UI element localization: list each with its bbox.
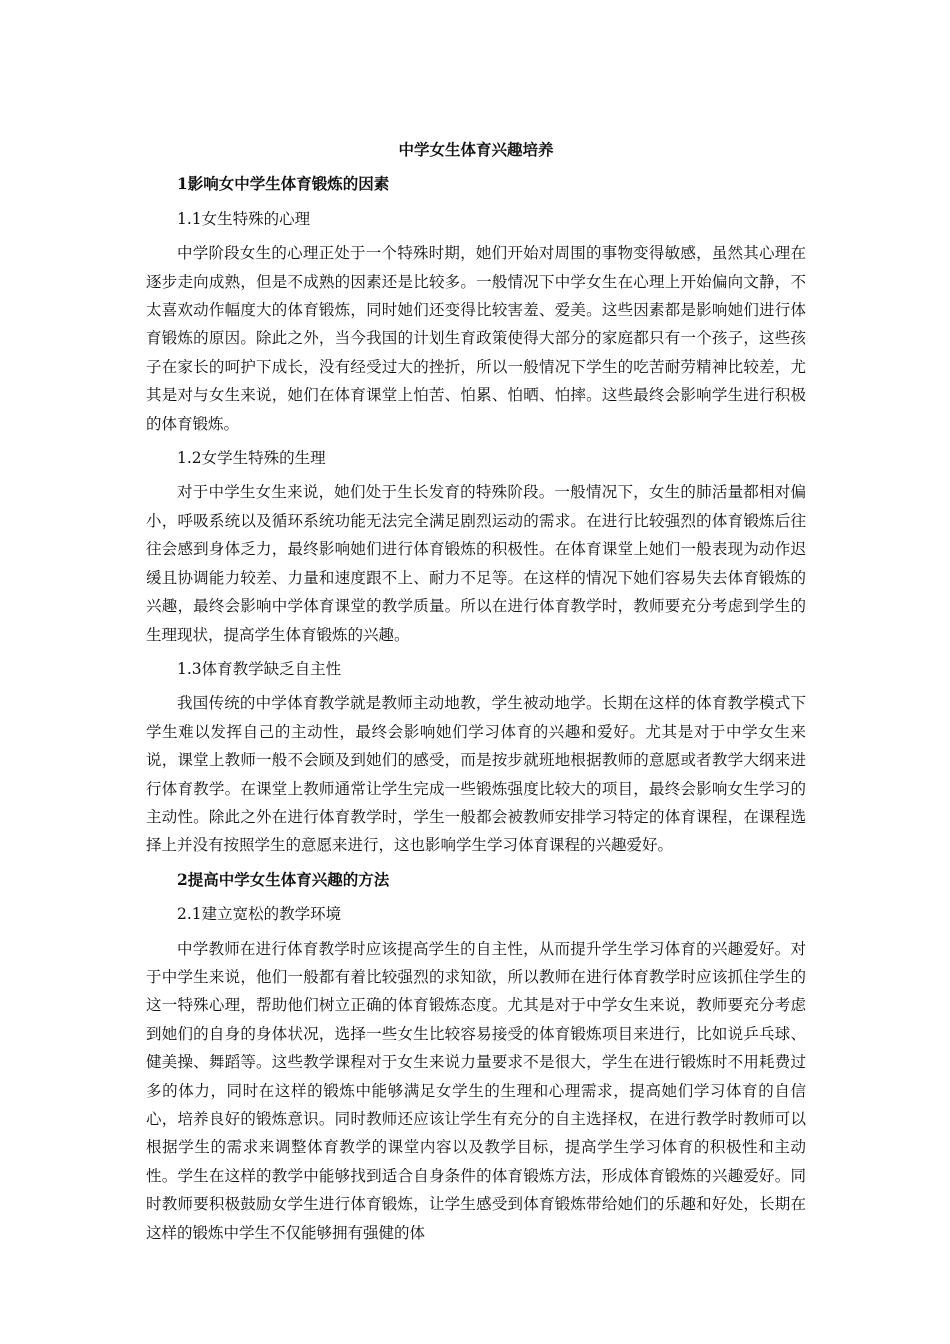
section-2-heading: 2提高中学女生体育兴趣的方法 bbox=[177, 869, 390, 889]
document-title: 中学女生体育兴趣培养 bbox=[398, 140, 554, 159]
section-1-1-heading: 1.1女生特殊的心理 bbox=[177, 209, 311, 228]
section-1-2-paragraph: 对于中学生女生来说，她们处于生长发育的特殊阶段。一般情况下，女生的肺活量都相对偏小，呼吸系统以及循环系统功能无法完全满足剧烈运动的需求。在进行比较强烈的体育锻炼后往往会感到身体乏力，最终影响她们进行体育锻炼的积极性。在体育课堂上她们一般表现为动作迟缓且协调能力较差、力量和速度跟不上、耐力不足等。在这样的情况下她们容易失去体育锻炼的兴趣，最终会影响中学体育课堂的教学质量。所以在进行体育教学时，教师要充分考虑到学生的生理现状，提高学生体育锻炼的兴趣。 bbox=[146, 483, 806, 644]
section-1-3-heading: 1.3体育教学缺乏自主性 bbox=[177, 659, 342, 678]
section-2-1-heading: 2.1建立宽松的教学环境 bbox=[177, 905, 342, 924]
section-1-2-heading: 1.2女学生特殊的生理 bbox=[177, 449, 326, 468]
section-1-heading: 1影响女中学生体育锻炼的因素 bbox=[177, 174, 390, 194]
document-page bbox=[146, 124, 806, 1253]
section-1-3-paragraph: 我国传统的中学体育教学就是教师主动地教，学生被动地学。长期在这样的体育教学模式下学生难以发挥自己的主动性，最终会影响她们学习体育的兴趣和爱好。尤其是对于中学女生来说，课堂上教师一般不会顾及到她们的感受，而是按步就班地根据教师的意愿或者教学大纲来进行体育教学。在课堂上教师通常让学生完成一些锻炼强度比较大的项目，最终会影响女生学习的主动性。除此之外在进行体育教学时，学生一般都会被教师安排学习特定的体育课程，在课程选择上并没有按照学生的意愿来进行，这也影响学生学习体育课程的兴趣爱好。 bbox=[146, 694, 806, 855]
section-1-1-paragraph: 中学阶段女生的心理正处于一个特殊时期，她们开始对周围的事物变得敏感，虽然其心理在逐步走向成熟，但是不成熟的因素还是比较多。一般情况下中学女生在心理上开始偏向文静，不太喜欢动作幅度大的体育锻炼，同时她们还变得比较害羞、爱美。这些因素都是影响她们进行体育锻炼的原因。除此之外，当今我国的计划生育政策使得大部分的家庭都只有一个孩子，这些孩子在家长的呵护下成长，没有经受过大的挫折，所以一般情况下学生的吃苦耐劳精神比较差，尤其是对与女生来说，她们在体育课堂上怕苦、怕累、怕晒、怕摔。这些最终会影响学生进行积极的体育锻炼。 bbox=[146, 244, 806, 433]
section-2-1-paragraph: 中学教师在进行体育教学时应该提高学生的自主性，从而提升学生学习体育的兴趣爱好。对于中学生来说，他们一般都有着比较强烈的求知欲，所以教师在进行体育教学时应该抓住学生的这一特殊心理，帮助他们树立正确的体育锻炼态度。尤其是对于中学女生来说，教师要充分考虑到她们的自身的身体状况，选择一些女生比较容易接受的体育锻炼项目来进行，比如说乒乓球、健美操、舞蹈等。这些教学课程对于女生来说力量要求不是很大，学生在进行锻炼时不用耗费过多的体力，同时在这样的锻炼中能够满足女学生的生理和心理需求，提高她们学习体育的自信心，培养良好的锻炼意识。同时教师还应该让学生有充分的自主选择权，在进行教学时教师可以根据学生的需求来调整体育教学的课堂内容以及教学目标，提高学生学习体育的积极性和主动性。学生在这样的教学中能够找到适合自身条件的体育锻炼方法，形成体育锻炼的兴趣爱好。同时教师要积极鼓励女学生进行体育锻炼，让学生感受到体育锻炼带给她们的乐趣和好处，长期在这样的锻炼中学生不仅能够拥有强健的体 bbox=[146, 939, 806, 1242]
